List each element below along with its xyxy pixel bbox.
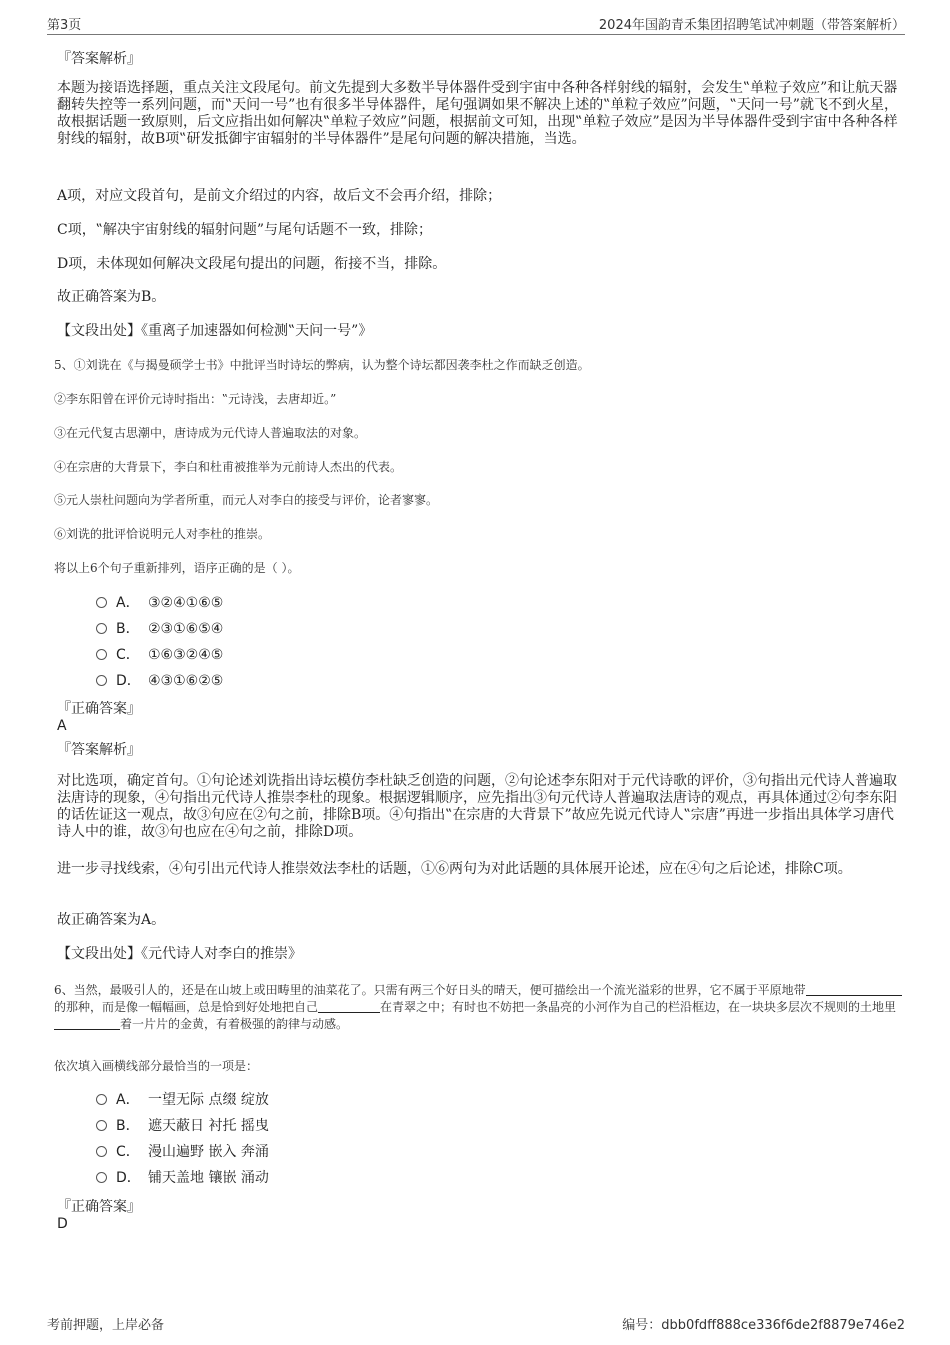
- option-d[interactable]: D． 铺天盖地 镶嵌 涌动: [96, 1169, 269, 1187]
- fill-blank: [54, 1016, 120, 1030]
- fill-blank: [318, 999, 380, 1013]
- analysis-paragraph: 进一步寻找线索，④句引出元代诗人推崇效法李杜的话题，①⑥两句为对此话题的具体展开论述，应在④句之后论述，排除C项。: [57, 861, 852, 877]
- answer-label: 『正确答案』: [57, 701, 141, 717]
- option-a[interactable]: A． ③②④①⑥⑤: [96, 594, 223, 612]
- question-sentence: ⑥刘诜的批评恰说明元人对李杜的推崇。: [54, 527, 271, 541]
- analysis-paragraph: D项，未体现如何解决文段尾句提出的问题，衔接不当，排除。: [57, 256, 447, 272]
- question-prompt: 将以上6个句子重新排列，语序正确的是（ ）。: [54, 561, 300, 575]
- page-number: 第3页: [47, 18, 82, 33]
- option-a[interactable]: A． 一望无际 点缀 绽放: [96, 1091, 269, 1109]
- analysis-paragraph: A项，对应文段首句，是前文介绍过的内容，故后文不会再介绍，排除；: [57, 188, 502, 204]
- question-prompt: 依次填入画横线部分最恰当的一项是：: [54, 1059, 259, 1073]
- page-header: [47, 12, 905, 35]
- radio-icon[interactable]: [96, 597, 107, 608]
- footer-slogan: 考前押题，上岸必备: [47, 1318, 165, 1333]
- document-id: 编号：dbb0fdff888ce336f6de2f8879e746e2: [622, 1318, 905, 1333]
- analysis-paragraph: 本题为接语选择题，重点关注文段尾句。前文先提到大多数半导体器件受到宇宙中各种各样射线的辐射，会发生‟单粒子效应”和让航天器翻转失控等一系列问题，而‟天问一号”也有很多半导体器件，尾句强调如果不解决上述的‟单粒子效应”问题，‟天问一号”就飞不到火星，故根据话题一致原则，后文应指出如何解决‟单粒子效应”问题，根据前文可知，出现‟单粒子效应”是因为半导体器件受到宇宙中各种各样射线的辐射，故B项‟研发抵御宇宙辐射的半导体器件”是尾句问题的解决措施，当选。: [57, 80, 898, 147]
- correct-answer: D: [57, 1216, 68, 1232]
- option-c[interactable]: C． 漫山遍野 嵌入 奔涌: [96, 1143, 269, 1161]
- radio-icon[interactable]: [96, 675, 107, 686]
- radio-icon[interactable]: [96, 1146, 107, 1157]
- question-sentence: 5、①刘诜在《与揭曼硕学士书》中批评当时诗坛的弊病，认为整个诗坛都因袭李杜之作而缺乏创造。: [54, 358, 590, 372]
- analysis-paragraph: C项，‟解决宇宙射线的辐射问题”与尾句话题不一致，排除；: [57, 222, 433, 238]
- option-b[interactable]: B． ②③①⑥⑤④: [96, 620, 223, 638]
- analysis-label: 『答案解析』: [57, 742, 141, 758]
- analysis-paragraph: 对比选项，确定首句。①句论述刘诜指出诗坛模仿李杜缺乏创造的问题，②句论述李东阳对于元代诗歌的评价，③句指出元代诗人普遍取法唐诗的现象，④句指出元代诗人推崇李杜的现象。根据逻辑顺序，应先指出③句元代诗人普遍取法唐诗的观点，再具体通过②句李东阳的话佐证这一观点，故③句应在②句之前，排除B项。④句指出‟在宗唐的大背景下”故应先说元代诗人‟宗唐”再进一步指出具体学习唐代诗人中的谁，故③句也应在④句之前，排除D项。: [57, 773, 897, 840]
- question-sentence: ③在元代复古思潮中，唐诗成为元代诗人普遍取法的对象。: [54, 426, 367, 440]
- radio-icon[interactable]: [96, 649, 107, 660]
- analysis-conclusion: 故正确答案为A。: [57, 912, 166, 928]
- question-sentence: ④在宗唐的大背景下，李白和杜甫被推举为元前诗人杰出的代表。: [54, 460, 403, 474]
- option-d[interactable]: D． ④③①⑥②⑤: [96, 672, 223, 690]
- question-sentence: ②李东阳曾在评价元诗时指出：‟元诗浅，去唐却近。”: [54, 392, 337, 406]
- radio-icon[interactable]: [96, 1094, 107, 1105]
- analysis-conclusion: 故正确答案为B。: [57, 289, 166, 305]
- analysis-label: 『答案解析』: [57, 51, 141, 67]
- option-c[interactable]: C． ①⑥③②④⑤: [96, 646, 223, 664]
- source-note: 【文段出处】《元代诗人对李白的推崇》: [57, 946, 302, 962]
- fill-blank: [806, 982, 902, 996]
- question-text: 6、当然，最吸引人的，还是在山坡上或田畴里的油菜花了。只需有两三个好日头的晴天，便可描绘出一个流光溢彩的世界，它不属于平原地带的那种，而是像一幅幅画，总是恰到好处地把自己 在青翠之中；有时也不妨把一条晶亮的小河作为自己的栏沿框边，在一块块多层次不规则的土地里着一片片的金黄，有着极强的韵律与动感。: [54, 982, 902, 1033]
- answer-label: 『正确答案』: [57, 1199, 141, 1215]
- radio-icon[interactable]: [96, 1120, 107, 1131]
- source-note: 【文段出处】《重离子加速器如何检测‟天问一号”》: [57, 323, 373, 339]
- document-title: 2024年国韵青禾集团招聘笔试冲刺题（带答案解析）: [598, 18, 905, 33]
- question-sentence: ⑤元人崇杜问题向为学者所重，而元人对李白的接受与评价，论者寥寥。: [54, 493, 439, 507]
- radio-icon[interactable]: [96, 1172, 107, 1183]
- option-b[interactable]: B． 遮天蔽日 衬托 摇曳: [96, 1117, 269, 1135]
- correct-answer: A: [57, 718, 67, 734]
- radio-icon[interactable]: [96, 623, 107, 634]
